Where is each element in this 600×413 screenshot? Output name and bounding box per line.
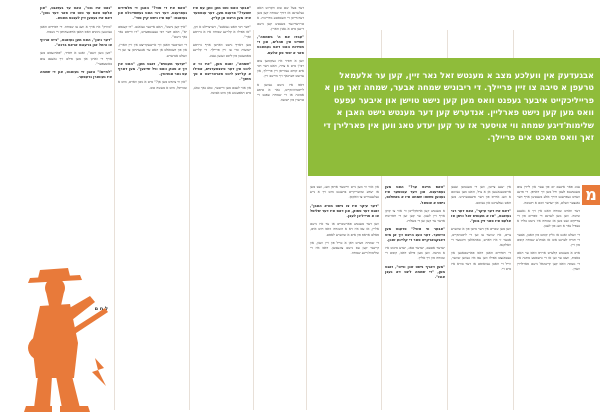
paragraph: יעדער אטעם, יעדער טאג, יעדע מינוט איז א מתנה. ווען מען פילט דאס, קומט די שמחה פון זיך אליין. [385,246,445,261]
quote-paragraph: "וואס איז די סוד?" האבן די תלמידים געפרעגט. דער רבי האט געשמייכלט און געזאגט: "עס איז נישט קיין סוד". [118,6,187,21]
article-column-6 [193,6,251,410]
quote-paragraph: "שמחה", זאגט מען, "איז ווי א ליכט אין דער פינצטערניש, אפילו א קליינע ליכט פארטרייבט א סך חושך". [193,61,251,82]
quote-paragraph: "דאס איז דער עיקר", האט דער רבי געזאגט, "אז א מענטש זאל וויסן אז אלעס איז פאר זיין גוטן". [451,208,511,224]
paragraph: "ווען מען זינגט", זאגט א חסיד, "פארגעסט מען אויף די זארגן און מען פילט זיך נאענט צום באשעפער". [40,51,112,66]
paragraph: ווען א חסיד איז געקומען צום רבי'ן מיט א צרה, האט דער רבי אים קודם געהייסן זיין פריילך, און ערשט דערנאך זיך מיישב זיין. [257,58,304,79]
drop-cap: מ [582,185,600,205]
paragraph: עגונ פאר אינעם ים פון צער און ליידן צום מענטשנס לעבן וויל מען זיך דארפן. די פרעג ווערט געפרעגט דורך אלע מענטשן אויף דער גאנצער וועלט, און יעדער זוכט א תשובה. [517,185,580,205]
paragraph: "דער רבי האט געזאגט", דערציילט א זקן, "אז אפילו א קליינע שמחה איז א גרויסע זאך". [193,24,251,40]
paragraph: און אזוי ווי מען גייט ווייטער אויפן וועג, זעט מען אז יעדע שוועריקייט ברענגט מיט זיך א נייע געלעגנהייט צו וואקסן. [310,185,379,200]
article-column-3 [385,185,445,410]
paragraph: אין יענע צייטן, ווען די מענטשן זענען ארומגעגאנגען אן א ציל, האט מען געזוכט א וועג ארויס פון דער פינצטערניש. מען האט געלערנט און געזוכט. [451,185,511,205]
article-column-5 [257,6,304,410]
quote-paragraph: "עבדו את ה' בשמחה", שטייט אין תהלים, און די חסידות האט דאס געמאכט פאר א יסוד פון אלעס. [257,35,304,55]
paragraph: "און ווי צינדט מען אן?" מיט א גוטן ווארט, מיט א שמייכל, מיט א מעשה טוב. [118,80,187,90]
paragraph: די חסידים האבן דאס פארשטאנען און געטאנצט אפילו ווען עס איז געווען שווער, ווייל זיי האבן געוואוסט אז דער בורא איז מיט זיי. [451,251,511,271]
column-divider [253,30,254,410]
paragraph: "איך קען נישט", האט איינער געזאגט. "דו קענסט יא", האט דער רבי געענטפערט, "דו ווייסט נאר נאך נישט". [118,24,187,40]
quote-paragraph: "מען דארף נישט זוכן ווייט", זאגט מען, "די שמחה ליגט דא נעבן אונז". [385,264,445,280]
pull-quote-text: אבגעדעק אין וועלכע מצב א מענטש זאל נאר זיין, קען ער אלעמאל טרעפן א סיבה צו זיין פריילך. די ריבוניש שמחה אבער, שמחה זאך פון א פרייליכקייט איבער געפנט וואס מען קען נישט טוישן און איבער עפעס וואס מען קען נישט פארליין. אנדערש קען דער מענטש נישט האבן א שלימות'דיגע שמחה ווי אויסער אז ער קען יעדע טאג ווען אין פארלירן די זאך וואס מאכט אים פריילך. [323,70,594,143]
quote-paragraph: "לחיים!" האבן זיי געזאגט, און די שמחה איז געווארן גרעסער. [40,70,112,80]
paragraph: די וועלט זאגט אז גליק קומט פון האבן, אבער די תורה לערנט אונז אז אמת'ע שמחה קומט פון זיין. [517,232,580,248]
article-column-7 [118,6,187,410]
paragraph: און אזוי לעבט מען ווייטער, טאג נאך טאג, מיט האפענונג און מיט אמונה. [193,85,251,95]
quote-paragraph: "דער ניגון", האט מען געזאגט, "גייט ארויף צו הימל און ברענגט אראפ ברכה". [40,38,112,48]
quote-paragraph: "דער עיקר איז צו נישט מורא האבן", זאגט דער פסוק, און דאס איז דער שליסל צו א פרייליכן לעבן. [310,203,379,219]
column-divider [189,30,190,410]
paragraph: דער ווארט שמחה האט אין זיך א גאנצע שיטה. ווען מען לערנט די ספרים פון די צדיקים זעט מען אז שמחה איז נישט בלויז א געפיל נאר א וועג פון לעבן. [517,208,580,229]
article-column-4 [310,185,379,410]
figure-caption: ל ח ם [94,306,108,312]
article-column-8 [40,6,112,256]
quote-paragraph: "וואס מיינט ער?" האט מען געפרעגט. און דער ענטפער איז געווען פשוט: שמחה איז א באשלוס, נישט א צופאל. [385,185,445,205]
paragraph: ווען דער מענטש פארשטייט אז ער איז נישט אליין, אז עס איז דא א השגחה וואס היט אים, פאלט אראפ פון אים א שווערע לאסט. [310,222,379,237]
paragraph: די ווערטער האבן זיך איינגעקריצט אין זיין הארץ, און פון דעמאלט אן האט ער אנגעהויבן צו זען די וועלט אנדערש. [118,43,187,58]
paragraph: די שמחה ווערט דאן א טייל פון זיין וועזן, און קיינער קען עס נישט צונעמען. דאס איז די שלימות'דיגע שמחה. [310,240,379,256]
quote-paragraph: "גאט איז גוט", האט ער געזאגט, "און אלעס וואס ער טוט איז פאר דער גוטן". דאס איז געווען זיין לעבנס מאטא. [40,6,112,21]
article-column-2 [451,185,511,410]
quote-paragraph: "יעדער מענטש", זאגט מען, "האט אין זיך א פונק וואס וויל שיינען". מען דארף עס נאר אנצינדן. [118,61,187,77]
quote-paragraph: "אבער ווי אזוי?" פרעגט מען ווייטער. דער וועג הייבט זיך אן מיט דאנקבארקייט פאר די קליינע זאכן. [385,227,445,242]
column-divider [114,30,115,410]
quote-paragraph: "אבער וואס טוט מען ווען עס איז שווער?" פרעגט מען. דער ענטפער איז: מען הייבט אן קליין. [193,6,251,21]
paragraph: ווען מען שטייט אין דער מיטן פון א שווערע צייט, איז שווער צו זען די ליכטיגקייט, אבער זי איז דארט, באהאלטן הינטער די וואלקנס. [451,227,511,248]
column-divider [306,30,307,410]
paragraph: דאס איז נישט געווען א לייכטזיניגקייט, נאר א טיפע אמונה אז די שמחה עפנט די טויערן פון ישועה. [257,82,304,103]
article-column-1 [517,185,580,410]
paragraph: "מוזיק" איז אויך א וועג צו שמחה. די חסידים האבן געזונגען ניגונים וואס האבן אויפגעהויבן די נשמה. [40,24,112,34]
guitarist-silhouette-illustration [0,248,110,413]
paragraph: דער בעל שם טוב הקדוש האט געלערנט אז דורך שמחה קען מען דערגרייכן די העכסטע מדריגות. א טרויעריגער מענטש קען נישט דינען מיט א גאנץ הארץ. [257,6,304,31]
paragraph: א מענטש קען אויסקלייבן ווי אזוי צו קוקן אויף זיין לעבן. ער קען זען די חסרונות אדער ער קען זען די מעלות. [385,208,445,224]
paragraph: אויב א מענטש קלערט ארויס וואס ער האט באמת, וועט ער זען אז די גרעסטע מתנה איז די נשמה וואס קען קיינמאל נישט פארלוירן ווערן. [517,251,580,271]
paragraph: מען דארף נישט ווארטן אויף גרויסע ישועות כדי צו זיין פריילך. די קליינע מאמענטן פון ליכט זענען גענוג. [193,43,251,58]
